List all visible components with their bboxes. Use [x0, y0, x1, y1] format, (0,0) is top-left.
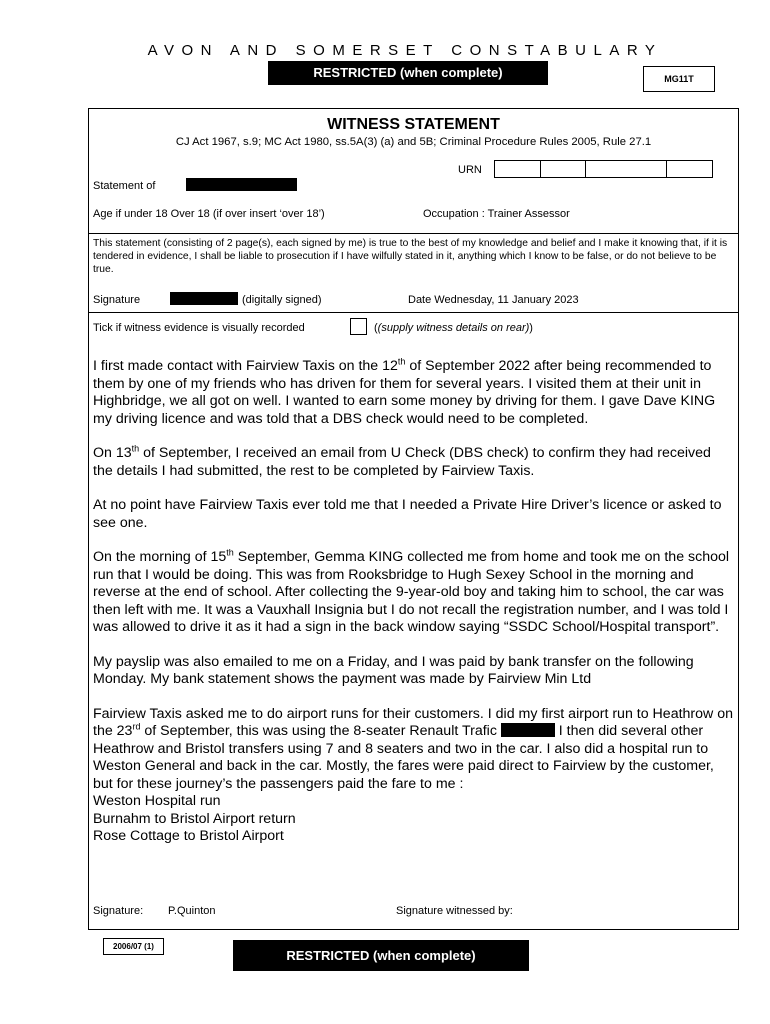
ordinal-suffix: th	[226, 547, 234, 558]
urn-cell[interactable]	[495, 161, 541, 177]
paragraph-text: On 13	[93, 445, 132, 461]
trip-item: Burnahm to Bristol Airport return	[93, 810, 296, 827]
visual-record-checkbox[interactable]	[350, 318, 367, 335]
statement-paragraph	[93, 358, 733, 428]
witnessed-by-label: Signature witnessed by:	[396, 905, 513, 917]
occupation-field: Occupation : Trainer Assessor	[423, 208, 570, 220]
visual-record-label: Tick if witness evidence is visually recorded	[93, 322, 305, 334]
constabulary-name: AVON AND SOMERSET CONSTABULARY	[147, 42, 663, 59]
paragraph-text: of September 2022 after being recommended to them by one of my friends who has driven for them for several years. I visited them at their unit in Highbridge, we all got on well. I wanted to earn some money by driving for them. I gave Dave KING my driving licence and was told that a DBS check would need to be completed.	[93, 358, 716, 427]
trip-item: Weston Hospital run	[93, 793, 221, 809]
statement-paragraph: My payslip was also emailed to me on a Friday, and I was paid by bank transfer on the following Monday. My bank statement shows the payment was made by Fairview Min Ltd	[93, 653, 694, 687]
paragraph-text: Fairview Taxis asked me to do airport runs for their customers. I did my first airport run to Heathrow on the 23	[93, 705, 733, 739]
form-code-box: MG11T	[643, 66, 715, 92]
legal-reference: CJ Act 1967, s.9; MC Act 1980, ss.5A(3) (a) and 5B; Criminal Procedure Rules 2005, Rule 27.1	[175, 136, 652, 148]
statement-paragraph	[93, 706, 733, 794]
ordinal-suffix: th	[397, 356, 406, 367]
restricted-banner-top: RESTRICTED (when complete)	[268, 61, 548, 85]
restricted-banner-bottom: RESTRICTED (when complete)	[233, 940, 529, 971]
urn-cell[interactable]	[541, 161, 587, 177]
urn-cell[interactable]	[667, 161, 712, 177]
statement-paragraph	[93, 445, 733, 480]
statement-date: Date Wednesday, 11 January 2023	[408, 294, 579, 306]
paragraph-text: of September, this was using the 8-seater Renault Trafic	[140, 723, 501, 739]
urn-cell[interactable]	[586, 161, 667, 177]
ordinal-suffix: th	[131, 443, 140, 454]
urn-label: URN	[458, 164, 482, 176]
redaction-bar	[501, 723, 555, 737]
digitally-signed-note: (digitally signed)	[242, 294, 322, 306]
footer-signature-label: Signature:	[93, 905, 144, 917]
statement-body	[93, 358, 733, 846]
paragraph-text: On the morning of 15	[93, 549, 227, 565]
statement-paragraph: At no point have Fairview Taxis ever told me that I needed a Private Hire Driver’s licence or asked to see one.	[93, 497, 722, 531]
form-title: WITNESS STATEMENT	[327, 116, 500, 133]
declaration-text: This statement (consisting of 2 page(s), each signed by me) is true to the best of my knowledge and belief and I make it knowing that, if it is tendered in evidence, I shall be liable to prosecution if I have wilfully stated in it, anything which I know to be false, or do not believe to be true.	[93, 238, 728, 275]
age-field: Age if under 18 Over 18 (if over insert ‘over 18’)	[93, 208, 325, 220]
paragraph-text: of September, I received an email from U Check (DBS check) to confirm they had received the details I had submitted, the rest to be completed by Fairview Taxis.	[93, 445, 711, 479]
visual-record-note-text: (supply witness details on rear)	[377, 322, 530, 334]
ordinal-suffix: rd	[132, 721, 141, 732]
redaction-bar	[170, 292, 238, 305]
statement-paragraph	[93, 549, 733, 637]
signature-label: Signature	[93, 294, 141, 306]
form-version-box: 2006/07 (1)	[103, 938, 164, 955]
visual-record-note: ((supply witness details on rear))	[374, 322, 533, 334]
redaction-bar	[186, 178, 297, 191]
statement-of-label: Statement of	[93, 180, 156, 192]
divider	[88, 312, 739, 313]
paragraph-text: September, Gemma KING collected me from home and took me on the school run that I would be doing. This was from Rooksbridge to Hugh Sexey School in the morning and reverse at the end of school. After collecting the 9-year-old boy and taking him to school, the car was then left with me. It was a Vauxhall Insignia but I do not recall the registration number, and I was told I was allowed to drive it as it had a sign in the back window saying “SSDC School/Hospital transport”.	[93, 549, 730, 635]
paragraph-text: I first made contact with Fairview Taxis on the 12	[93, 358, 398, 374]
paragraph-text: I then did several other Heathrow and Bristol transfers using 7 and 8 seaters and two in the car. I also did a hospital run to Weston General and back in the car. Mostly, the fares were paid direct to Fairview by the customer, but for these journey’s the passengers paid the fare to me :	[93, 723, 714, 792]
divider	[88, 233, 739, 234]
footer-signature-name: P.Quinton	[168, 905, 216, 917]
trip-item: Rose Cottage to Bristol Airport	[93, 828, 284, 844]
urn-field[interactable]	[494, 160, 713, 178]
